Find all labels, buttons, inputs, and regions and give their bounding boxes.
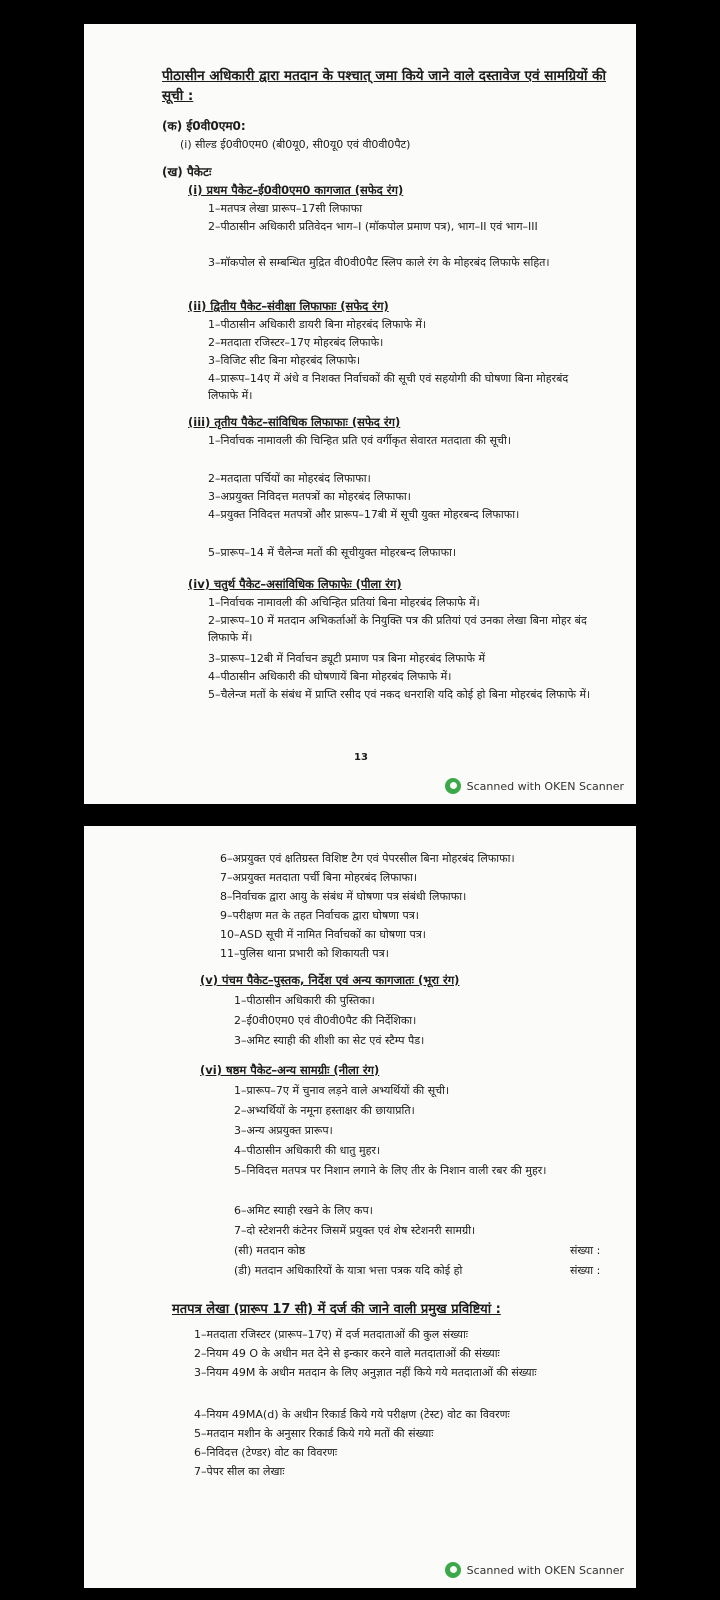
packet-6-item: 5–निविदत्त मतपत्र पर निशान लगाने के लिए तीर के निशान वाली रबर की मुहर। bbox=[234, 1164, 547, 1177]
entry-item: 4–नियम 49MA(d) के अधीन रिकार्ड किये गये परीक्षण (टेस्ट) वोट का विवरणः bbox=[194, 1408, 510, 1421]
packet-6-item: 6–अमिट स्याही रखने के लिए कप। bbox=[234, 1204, 373, 1217]
packet-4-item: 5–चैलेन्ज मतों के संबंध में प्राप्ति रसीद एवं नकद धनराशि यदि कोई हो बिना मोहरबंद लिफाफे में। bbox=[208, 688, 591, 701]
packet-6-item: 1–प्रारूप–7ए में चुनाव लड़ने वाले अभ्यर्थियों की सूची। bbox=[234, 1084, 450, 1097]
packet-6-item: 2–अभ्यर्थियों के नमूना हस्ताक्षर की छायाप्रति। bbox=[234, 1104, 415, 1117]
packet-6-item: 3–अन्य अप्रयुक्त प्रारूप। bbox=[234, 1124, 333, 1137]
scanner-logo-icon bbox=[445, 778, 461, 794]
packet-3-title: (iii) तृतीय पैकेट–सांविधिक लिफाफाः (सफेद रंग) bbox=[188, 415, 401, 429]
packet-6-item: 4–पीठासीन अधिकारी की धातु मुहर। bbox=[234, 1144, 381, 1157]
continued-item: 6–अप्रयुक्त एवं क्षतिग्रस्त विशिष्ट टैग एवं पेपरसील बिना मोहरबंद लिफाफा। bbox=[220, 852, 515, 865]
entry-item: 5–मतदान मशीन के अनुसार रिकार्ड किये गये मतों की संख्याः bbox=[194, 1427, 434, 1440]
section-kha-title: (ख) पैकेटः bbox=[162, 165, 212, 179]
entry-item: 2–नियम 49 O के अधीन मत देने से इन्कार करने वाले मतदाताओं की संख्याः bbox=[194, 1347, 500, 1360]
packet-3-item: 1–निर्वाचक नामावली की चिन्हित प्रति एवं वर्गीकृत सेवारत मतदाता की सूची। bbox=[208, 434, 512, 447]
page-number: 13 bbox=[354, 752, 368, 763]
packet-4-item: 2–प्रारूप–10 में मतदान अभिकर्ताओं के नियुक्ति पत्र की प्रतियां एवं उनका लेखा बिना मोहर बंद लिफाफे में। bbox=[208, 614, 587, 644]
packet-4-title: (iv) चतुर्थ पैकेट–असांविधिक लिफाफेः (पीला रंग) bbox=[188, 577, 402, 591]
continued-item: 11–पुलिस थाना प्रभारी को शिकायती पत्र। bbox=[220, 947, 389, 960]
document-heading: पीठासीन अधिकारी द्वारा मतदान के पश्चात् जमा किये जाने वाले दस्तावेज एवं सामग्रियों की सूची : bbox=[162, 68, 606, 104]
packet-1-item: 3–मॉकपोल से सम्बन्धित मुद्रित वी0वी0पैट स्लिप काले रंग के मोहरबंद लिफाफे सहित। bbox=[208, 256, 550, 269]
packet-4-item: 4–पीठासीन अधिकारी की घोषणायें बिना मोहरबंद लिफाफे में। bbox=[208, 670, 452, 683]
count-label: संख्या : bbox=[570, 1264, 601, 1277]
packet-5-item: 3–अमिट स्याही की शीशी का सेट एवं स्टैम्प पैड। bbox=[234, 1034, 425, 1047]
entry-item: 6–निविदत्त (टेण्डर) वोट का विवरणः bbox=[194, 1446, 338, 1459]
packet-3-item: 5–प्रारूप–14 में चैलेन्ज मतों की सूचीयुक्त मोहरबन्द लिफाफा। bbox=[208, 546, 457, 559]
packet-5-item: 1–पीठासीन अधिकारी की पुस्तिका। bbox=[234, 994, 375, 1007]
scanner-watermark bbox=[445, 778, 624, 794]
packet-2-item: 4–प्रारूप–14ए में अंधे व निशक्त निर्वाचकों की सूची एवं सहयोगी की घोषणा बिना मोहरबंद लिफाफे में। bbox=[208, 372, 569, 402]
continued-item: 8–निर्वाचक द्वारा आयु के संबंध में घोषणा पत्र संबंधी लिफाफा। bbox=[220, 890, 467, 903]
packet-5-title: (v) पंचम पैकेट–पुस्तक, निर्देश एवं अन्य कागजातः (भूरा रंग) bbox=[200, 973, 460, 987]
section-ka-title: (क) ई0वी0एम0: bbox=[162, 119, 246, 133]
entry-item: 1–मतदाता रजिस्टर (प्रारूप–17ए) में दर्ज मतदाताओं की कुल संख्याः bbox=[194, 1328, 469, 1341]
packet-1-title: (i) प्रथम पैकेट–ई0वी0एम0 कागजात (सफेद रंग) bbox=[188, 183, 404, 197]
scanned-page-2 bbox=[84, 826, 636, 1588]
packet-6-item: (सी) मतदान कोष्ठ bbox=[234, 1244, 306, 1257]
packet-6-title: (vi) षष्ठम पैकेट–अन्य सामग्रीः (नीला रंग) bbox=[200, 1063, 380, 1077]
packet-3-item: 2–मतदाता पर्चियों का मोहरबंद लिफाफा। bbox=[208, 472, 371, 485]
scanned-page-1 bbox=[84, 24, 636, 804]
continued-item: 9–परीक्षण मत के तहत निर्वाचक द्वारा घोषणा पत्र। bbox=[220, 909, 419, 922]
count-label: संख्या : bbox=[570, 1244, 601, 1257]
entry-item: 7–पेपर सील का लेखाः bbox=[194, 1465, 285, 1478]
packet-5-item: 2–ई0वी0एम0 एवं वी0वी0पैट की निर्देशिका। bbox=[234, 1014, 417, 1027]
entries-heading: मतपत्र लेखा (प्रारूप 17 सी) में दर्ज की जाने वाली प्रमुख प्रविष्टियां : bbox=[172, 1302, 501, 1317]
scanner-watermark bbox=[445, 1562, 624, 1578]
packet-6-item: 7–दो स्टेशनरी कंटेनर जिसमें प्रयुक्त एवं शेष स्टेशनरी सामग्री। bbox=[234, 1224, 476, 1237]
packet-2-title: (ii) द्वितीय पैकेट–संवीक्षा लिफाफाः (सफेद रंग) bbox=[188, 299, 389, 313]
continued-item: 10–ASD सूची में नामित निर्वाचकों का घोषणा पत्र। bbox=[220, 928, 426, 941]
continued-item: 7–अप्रयुक्त मतदाता पर्ची बिना मोहरबंद लिफाफा। bbox=[220, 871, 418, 884]
packet-2-item: 3–विजिट सीट बिना मोहरबंद लिफाफे। bbox=[208, 354, 361, 367]
entry-item: 3–नियम 49M के अधीन मतदान के लिए अनुज्ञात नहीं किये गये मतदाताओं की संख्याः bbox=[194, 1366, 537, 1379]
scanner-label: Scanned with OKEN Scanner bbox=[466, 1563, 624, 1577]
packet-2-item: 2–मतदाता रजिस्टर–17ए मोहरबंद लिफाफे। bbox=[208, 336, 384, 349]
scanner-label: Scanned with OKEN Scanner bbox=[466, 779, 624, 793]
packet-4-item: 1–निर्वाचक नामावली की अचिन्हित प्रतियां बिना मोहरबंद लिफाफे में। bbox=[208, 596, 480, 609]
scanner-logo-icon bbox=[445, 1562, 461, 1578]
packet-4-item: 3–प्रारूप–12बी में निर्वाचन ड्यूटी प्रमाण पत्र बिना मोहरबंद लिफाफे में bbox=[208, 652, 486, 665]
packet-1-item: 1–मतपत्र लेखा प्रारूप–17सी लिफाफा bbox=[208, 202, 363, 215]
packet-1-item: 2–पीठासीन अधिकारी प्रतिवेदन भाग–I (मॉकपोल प्रमाण पत्र), भाग–II एवं भाग–III bbox=[208, 220, 538, 233]
packet-6-item: (डी) मतदान अधिकारियों के यात्रा भत्ता पत्रक यदि कोई हो bbox=[234, 1264, 463, 1277]
packet-3-item: 3–अप्रयुक्त निविदत्त मतपत्रों का मोहरबंद लिफाफा। bbox=[208, 490, 411, 503]
section-ka-item: (i) सील्ड ई0वी0एम0 (बी0यू0, सी0यू0 एवं वी0वी0पैट) bbox=[180, 138, 411, 151]
packet-3-item: 4–प्रयुक्त निविदत्त मतपत्रों और प्रारूप–17बी में सूची युक्त मोहरबन्द लिफाफा। bbox=[208, 508, 520, 521]
packet-2-item: 1–पीठासीन अधिकारी डायरी बिना मोहरबंद लिफाफे में। bbox=[208, 318, 427, 331]
